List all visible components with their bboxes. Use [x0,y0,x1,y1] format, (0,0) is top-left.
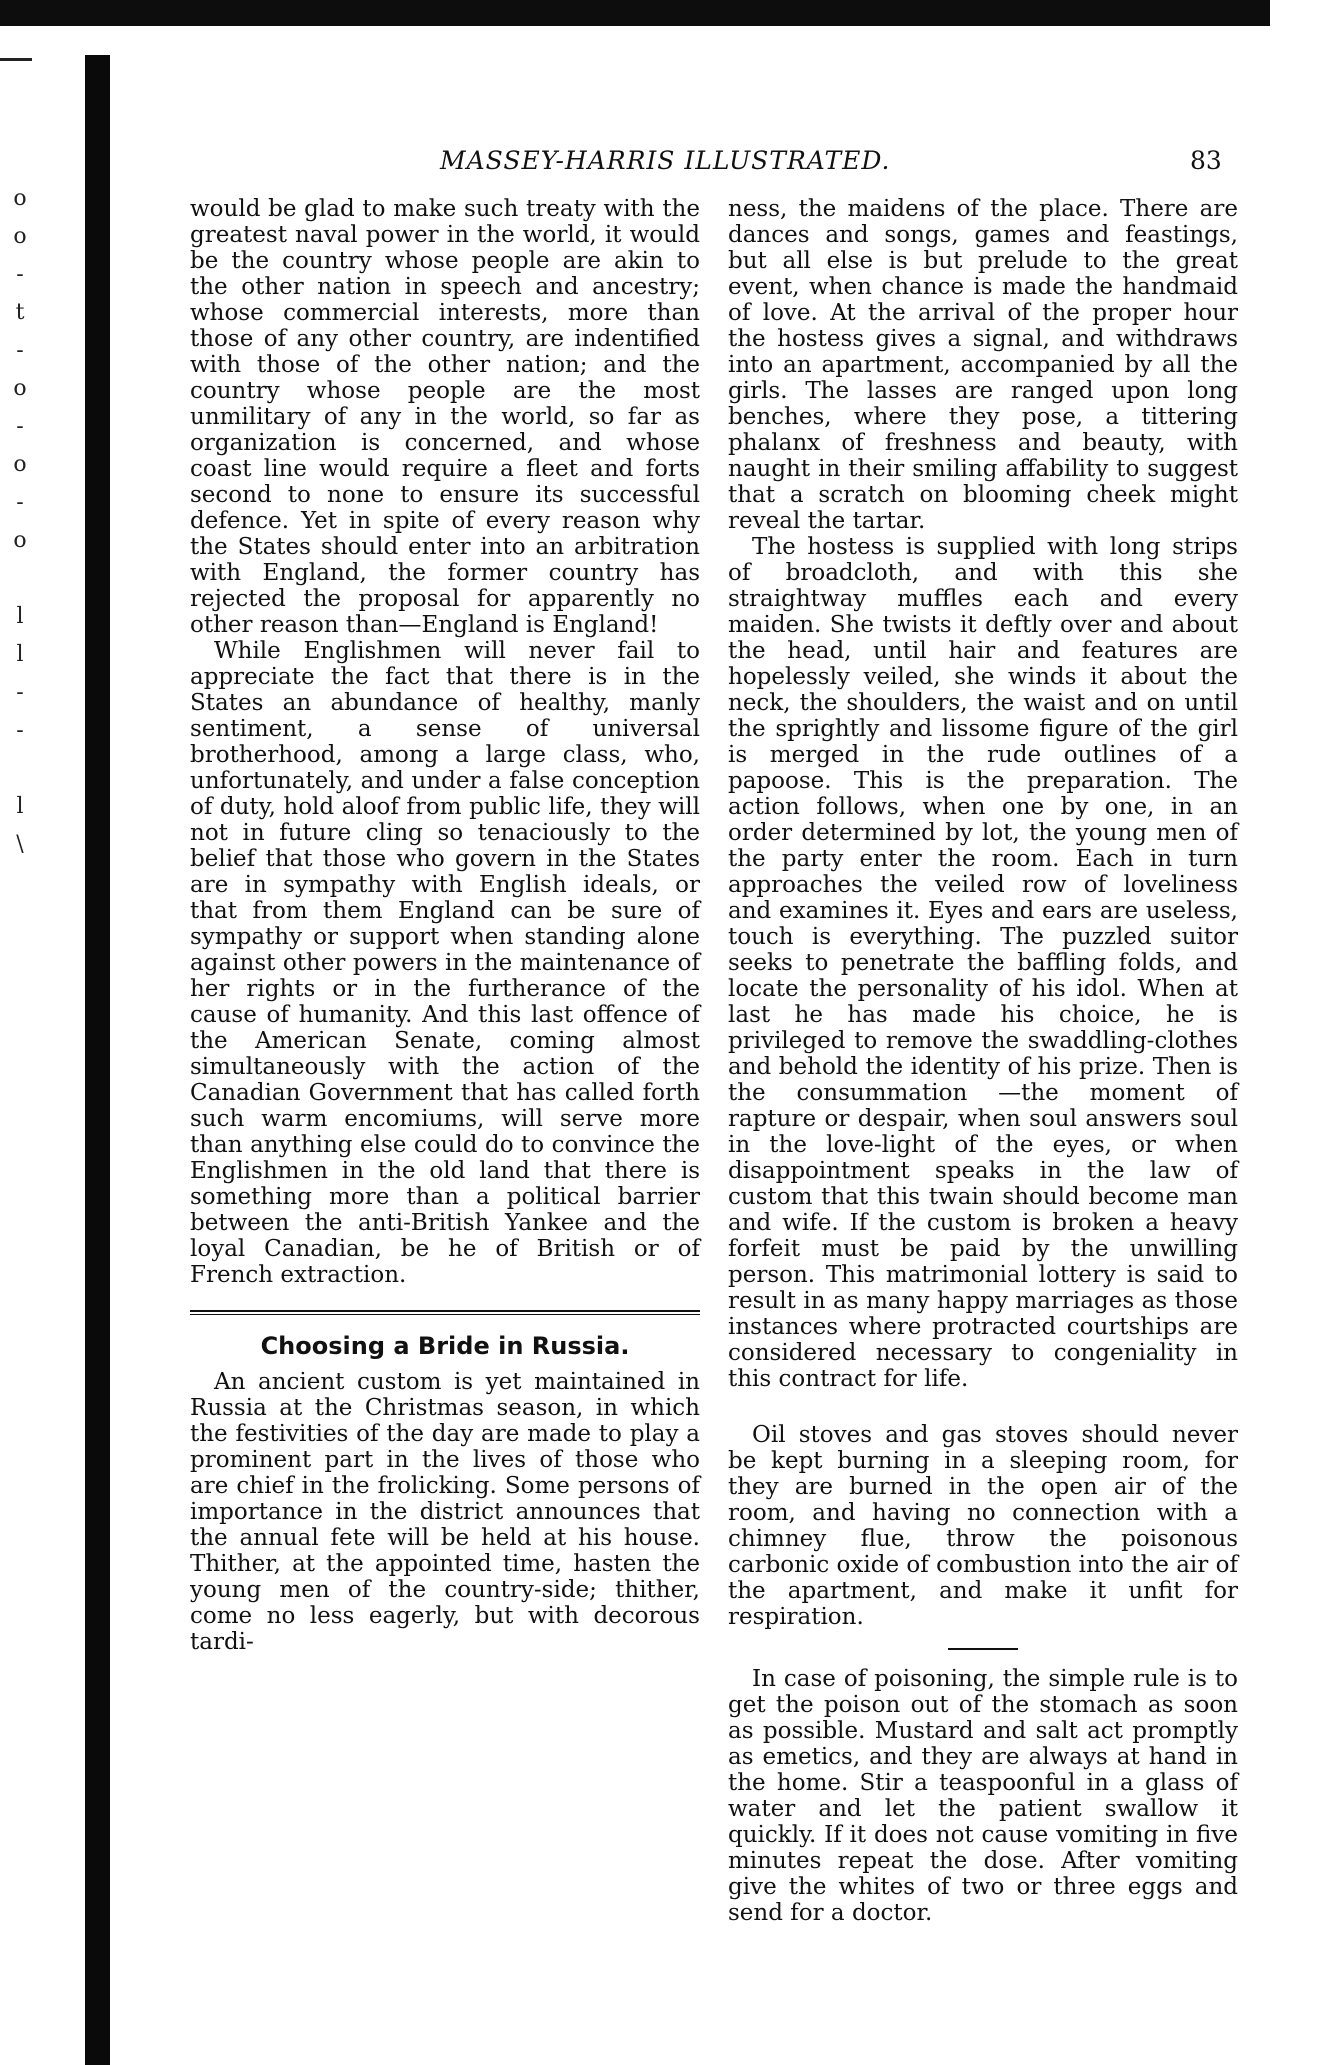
margin-mark: t [15,300,25,325]
scan-top-bar [0,0,1270,26]
margin-marks [0,180,40,864]
article-heading: Choosing a Bride in Russia. [260,1332,630,1360]
margin-mark: l [16,794,24,819]
article-paragraph: The hostess is supplied with long strips of broadcloth, and with this she straightway muffles each and every maiden. She twists it deftly over and about the head, until hair and features are hopelessly veiled, she winds it about the neck, the shoulders, the waist and on until the sprightly and lissome figure of the girl is merged in the rude outlines of a papoose. This is the preparation. The action follows, when one by one, in an order determined by lot, the young men of the party enter the room. Each in turn approaches the veiled row of loveliness and examines it. Eyes and ears are useless, touch is everything. The puzzled suitor seeks to penetrate the baffling folds, and locate the personality of his idol. When at last he has made his choice, he is privileged to remove the swaddling-clothes and behold the identity of his prize. Then is the consummation —the moment of rapture or despair, when soul answers soul in the love-light of the eyes, or when disappointment speaks in the law of custom that this twain should become man and wife. If the custom is broken a heavy forfeit must be paid by the unwilling person. This matrimonial lottery is said to result in as many happy marriages as those instances where protracted courtships are considered necessary to congeniality in this contract for life. [728,534,1238,1392]
margin-mark: - [16,262,24,287]
article-paragraph: An ancient custom is yet maintained in Russia at the Christmas season, in which the festivities of the day are made to play a prominent part in the lives of those who are chief in the frolicking. Some persons of importance in the district announces that the annual fete will be held at his house. Thither, at the appointed time, hasten the young men of the country-side; thither, come no less eagerly, but with decorous tardi- [190,1369,700,1655]
scan-edge-mark [0,58,32,61]
margin-mark: - [16,414,24,439]
margin-mark: - [16,680,24,705]
margin-mark: o [13,224,27,249]
margin-mark: \ [16,832,24,857]
article-paragraph: Oil stoves and gas stoves should never be kept burning in a sleeping room, for they are burned in the open air of the room, and having no connection with a chimney flue, throw the poisonous carbonic oxide of combustion into the air of the apartment, and make it unfit for respiration. [728,1422,1238,1630]
section-divider [948,1648,1018,1650]
article-paragraph: would be glad to make such treaty with the greatest naval power in the world, it would be the country whose people are akin to the other nation in speech and ancestry; whose commercial interests, more than those of any other country, are indentified with those of the other nation; and the country whose people are the most unmilitary of any in the world, so far as organization is concerned, and whose coast line would require a fleet and forts second to none to ensure its successful defence. Yet in spite of every reason why the States should enter into an arbitration with England, the former country has rejected the proposal for apparently no other reason than—England is England! [190,196,700,638]
binding-spine [85,55,110,2065]
margin-mark: l [16,604,24,629]
running-head: MASSEY-HARRIS ILLUSTRATED. [440,146,891,175]
margin-mark: o [13,376,27,401]
section-divider [190,1310,700,1315]
margin-mark: l [16,642,24,667]
right-column [728,196,1238,1926]
margin-mark: o [13,452,27,477]
margin-mark: - [16,338,24,363]
margin-mark [0,750,40,788]
margin-mark: - [16,718,24,743]
article-paragraph: ness, the maidens of the place. There are dances and songs, games and feastings, but all else is but prelude to the great event, when chance is made the handmaid of love. At the arrival of the proper hour the hostess gives a signal, and withdraws into an apartment, accompanied by all the girls. The lasses are ranged upon long benches, where they pose, a tittering phalanx of freshness and beauty, with naught in their smiling affability to suggest that a scratch on blooming cheek might reveal the tartar. [728,196,1238,534]
page-number: 83 [1190,146,1222,175]
margin-mark: o [13,528,27,553]
article-paragraph: In case of poisoning, the simple rule is to get the poison out of the stomach as soon as possible. Mustard and salt act promptly as emetics, and they are always at hand in the home. Stir a teaspoonful in a glass of water and let the patient swallow it quickly. If it does not cause vomiting in five minutes repeat the dose. After vomiting give the whites of two or three eggs and send for a doctor. [728,1666,1238,1926]
article-paragraph: While Englishmen will never fail to appreciate the fact that there is in the States an abundance of healthy, manly sentiment, a sense of universal brotherhood, among a large class, who, unfortunately, and under a false conception of duty, hold aloof from public life, they will not in future cling so tenaciously to the belief that those who govern in the States are in sympathy with English ideals, or that from them England can be sure of sympathy or support when standing alone against other powers in the maintenance of her rights or in the furtherance of the cause of humanity. And this last offence of the American Senate, coming almost simultaneously with the action of the Canadian Government that has called forth such warm encomiums, will serve more than anything else could do to convince the Englishmen in the old land that there is something more than a political barrier between the anti-British Yankee and the loyal Canadian, be he of British or of French extraction. [190,638,700,1288]
margin-mark: o [13,186,27,211]
margin-mark [0,560,40,598]
left-column [190,196,700,1655]
margin-mark: - [16,490,24,515]
